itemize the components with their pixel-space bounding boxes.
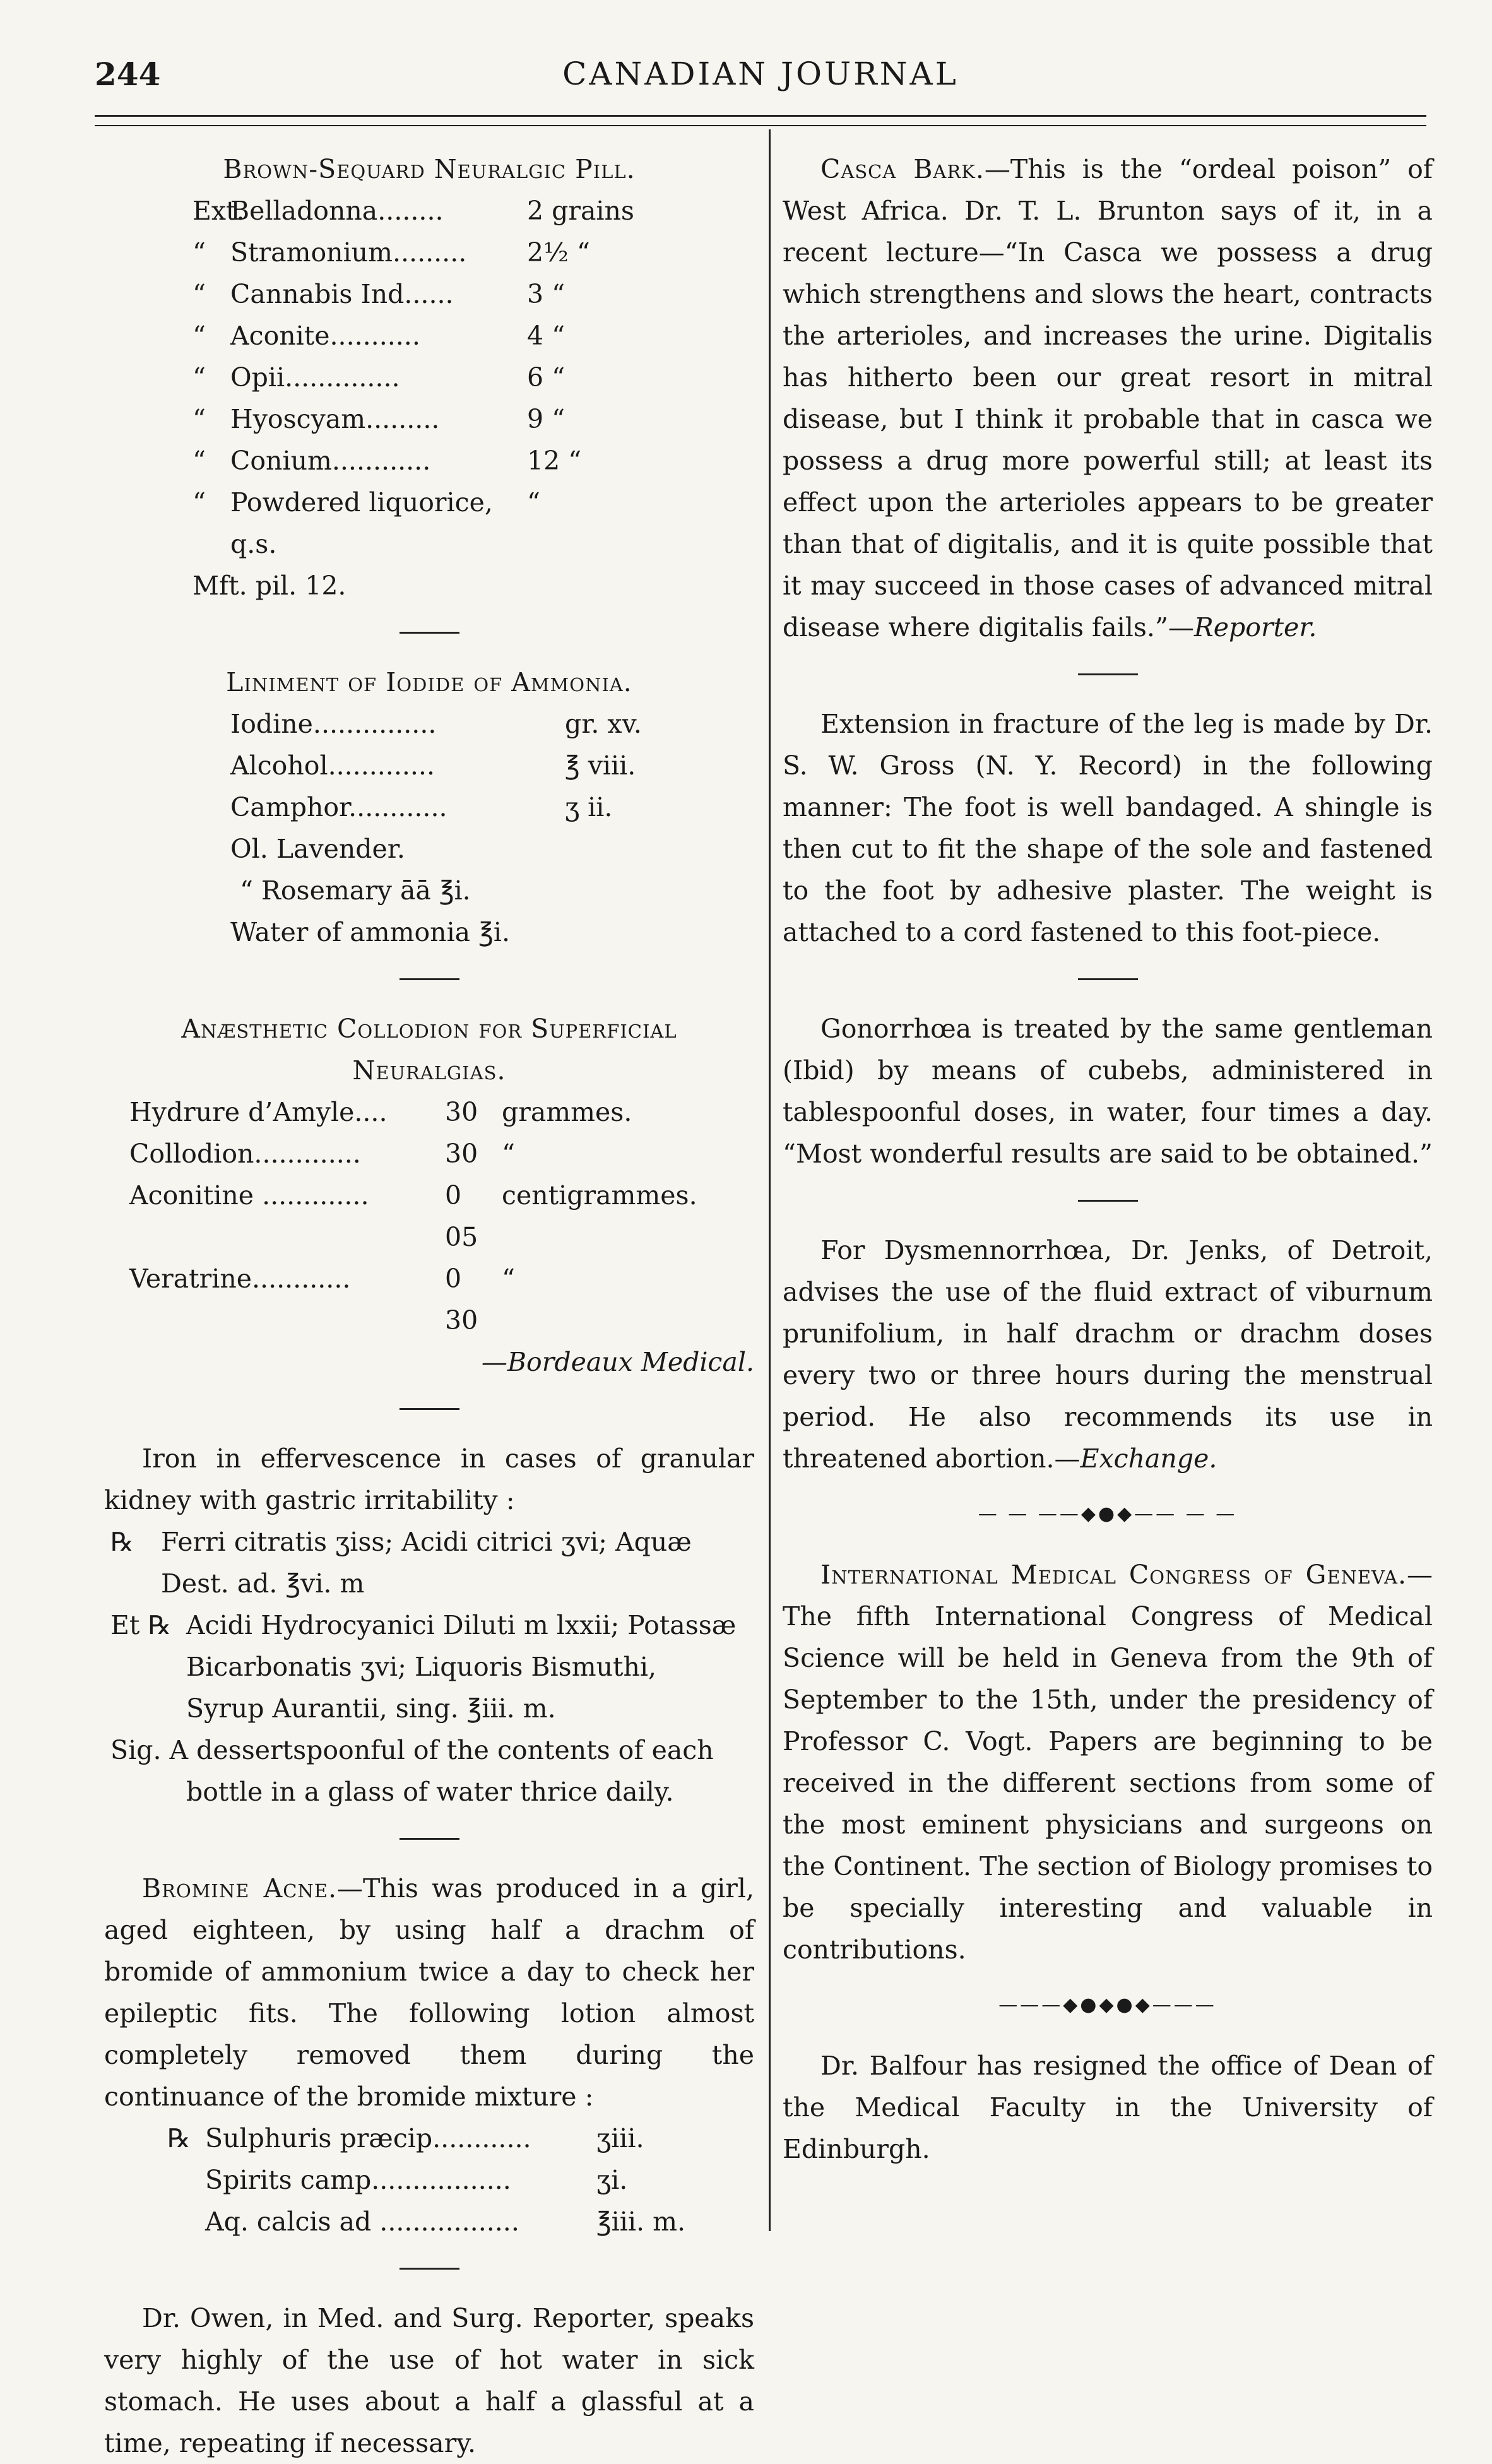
lotion-ingredient: Aq. calcis ad ................. <box>205 2206 519 2237</box>
lotion-ingredient: Spirits camp................. <box>205 2165 511 2195</box>
liniment-ingredient: Camphor............ <box>230 792 447 822</box>
section-separator <box>400 978 459 980</box>
collodion-quantity: 0 30 <box>445 1264 478 1336</box>
gonorrhoea-paragraph: Gonorrhœa is treated by the same gentleman (Ibid) by means of cubebs, administered in tablespoonful doses, in water, four times a day. “Most wonderful results are said to be obtained.” <box>783 1014 1433 1169</box>
pill-mark: “ <box>192 237 206 268</box>
collodion-ingredient: Hydrure d’Amyle.... <box>129 1097 388 1127</box>
pill-quantity: 4 “ <box>527 321 565 351</box>
casca-source: Reporter. <box>1193 612 1317 643</box>
collodion-ingredient: Veratrine............ <box>129 1264 351 1294</box>
pill-formula <box>192 190 754 565</box>
rx-text: Acidi Hydrocyanici Diluti m lxxii; Potassæ Bicarbonatis ʒvi; Liquoris Bismuthi, Syrup Aurantii, sing. ℥iii. m. <box>186 1610 737 1724</box>
collodion-ingredient: Collodion............. <box>129 1139 361 1169</box>
right-column <box>783 148 1433 2170</box>
casca-title: Casca Bark. <box>820 154 985 184</box>
pill-quantity: “ <box>527 487 540 518</box>
dysmenorrhoea-source: Exchange. <box>1080 1443 1217 1474</box>
pill-ingredient: Aconite........... <box>230 321 420 351</box>
running-title: CANADIAN JOURNAL <box>562 56 959 92</box>
pill-ingredient: Opii.............. <box>230 362 400 393</box>
congress-title: International Medical Congress of Geneva. <box>820 1560 1407 1590</box>
congress-paragraph <box>783 1554 1433 1970</box>
extension-paragraph: Extension in fracture of the leg is made by Dr. S. W. Gross (N. Y. Record) in the following manner: The foot is well bandaged. A shingle is then cut to fit the shape of the sole and fastened to the foot by adhesive plaster. The weight is attached to a cord fastened to this foot-piece. <box>783 709 1433 947</box>
dysmenorrhoea-paragraph <box>783 1229 1433 1479</box>
casca-text: —This is the “ordeal poison” of West Africa. Dr. T. L. Brunton says of it, in a recent lecture—“In Casca we possess a drug which strengthens and slows the heart, contracts the arterioles, and increases the urine. Digitalis has hitherto been our great resort in mitral disease, but I think it probable that in casca we possess a drug more powerful still; at least its effect upon the arterioles appears to be greater than that of digitalis, and it is quite possible that it may succeed in those cases of advanced mitral disease where digitalis fails.”— <box>783 154 1433 643</box>
pill-title: Brown-Sequard Neuralgic Pill. <box>223 154 636 184</box>
pill-quantity: 9 “ <box>527 404 565 434</box>
section-separator <box>1078 673 1138 675</box>
header-rule-thick <box>95 115 1426 117</box>
pill-ingredient: Cannabis Ind...... <box>230 279 454 309</box>
iron-prescription-2 <box>110 1604 754 1729</box>
bromine-lotion <box>167 2118 754 2242</box>
section-separator <box>400 1838 459 1840</box>
page-header <box>95 56 1426 106</box>
pill-mark: “ <box>192 279 206 309</box>
iron-intro: Iron in effervescence in cases of granular kidney with gastric irritability : <box>104 1443 754 1515</box>
pill-ingredient: Conium............ <box>230 446 431 476</box>
casca-paragraph <box>783 148 1433 648</box>
liniment-quantity: gr. xv. <box>565 709 642 739</box>
balfour-paragraph: Dr. Balfour has resigned the office of Dean of the Medical Faculty in the University of Edinburgh. <box>783 2051 1433 2164</box>
pill-mark: “ <box>192 321 206 351</box>
lotion-ingredient: Sulphuris præcip............ <box>205 2123 531 2153</box>
rx-symbol: ℞ <box>110 1527 134 1557</box>
pill-quantity: 2 grains <box>527 196 634 226</box>
section-separator <box>400 632 459 634</box>
lotion-quantity: ʒiii. <box>596 2123 644 2153</box>
collodion-attribution: —Bordeaux Medical. <box>481 1347 754 1377</box>
collodion-ingredient: Aconitine ............. <box>129 1180 369 1211</box>
page-number: 244 <box>95 56 161 93</box>
rx-symbol: ℞ <box>167 2123 191 2153</box>
section-separator <box>1078 1200 1138 1202</box>
congress-text: —The fifth International Congress of Medical Science will be held in Geneva from the 9th of September to the 15th, under the presidency of Professor C. Vogt. Papers are beginning to be received in the different sections from some of the most eminent physicians and surgeons on the Continent. The section of Biology promises to be specially interesting and valuable in contributions. <box>783 1560 1433 1965</box>
collodion-unit: “ <box>502 1139 515 1169</box>
pill-ingredient: Hyoscyam......... <box>230 404 440 434</box>
collodion-title: Anæsthetic Collodion for Superficial Neuralgias. <box>181 1014 677 1086</box>
liniment-formula <box>230 703 754 828</box>
rx-text: Ferri citratis ʒiss; Acidi citrici ʒvi; Aquæ Dest. ad. ℥vi. m <box>161 1527 692 1599</box>
section-separator <box>400 1408 459 1410</box>
pill-quantity: 6 “ <box>527 362 565 393</box>
section-separator <box>1078 978 1138 980</box>
bromine-paragraph <box>104 1868 754 2118</box>
collodion-unit: grammes. <box>502 1097 632 1127</box>
collodion-quantity: 0 05 <box>445 1180 478 1252</box>
liniment-line: “ Rosemary āā ℥i. <box>240 875 471 906</box>
bromine-title: Bromine Acne. <box>142 1873 337 1904</box>
liniment-line: Water of ammonia ℥i. <box>230 917 510 947</box>
pill-mark: Ext. <box>192 196 245 226</box>
section-separator <box>400 2268 459 2270</box>
pill-ingredient: Belladonna........ <box>230 196 444 226</box>
pill-mark: “ <box>192 487 206 518</box>
liniment-quantity: ℥ viii. <box>565 750 636 781</box>
liniment-title: Liniment of Iodide of Ammonia. <box>226 667 632 697</box>
pill-mark: “ <box>192 446 206 476</box>
lotion-quantity: ʒi. <box>596 2165 628 2195</box>
pill-ingredient: Stramonium......... <box>230 237 467 268</box>
column-divider <box>769 129 771 2231</box>
liniment-ingredient: Alcohol............. <box>230 750 435 781</box>
dysmenorrhoea-text: For Dysmennorrhœa, Dr. Jenks, of Detroit, advises the use of the fluid extract of viburnum prunifolium, in half drachm or drachm doses every two or three hours during the menstrual period. He also recommends its use in threatened abortion.— <box>783 1235 1433 1474</box>
bromine-text: —This was produced in a girl, aged eighteen, by using half a drachm of bromide of ammonium twice a day to check her epileptic fits. The following lotion almost completely removed them during the continuance of the bromide mixture : <box>104 1873 755 2112</box>
collodion-quantity: 30 <box>445 1097 478 1127</box>
pill-quantity: 12 “ <box>527 446 582 476</box>
rx-symbol: Et ℞ <box>110 1610 172 1640</box>
lotion-quantity: ℥iii. m. <box>596 2206 685 2237</box>
collodion-unit: “ <box>502 1264 515 1294</box>
ornamental-divider: ———◆●◆●◆——— <box>998 1994 1217 2016</box>
pill-quantity: 3 “ <box>527 279 565 309</box>
pill-quantity: 2½ “ <box>527 237 590 268</box>
left-column <box>104 148 754 2464</box>
liniment-quantity: ʒ ii. <box>565 792 613 822</box>
owen-paragraph: Dr. Owen, in Med. and Surg. Reporter, speaks very highly of the use of hot water in sick stomach. He uses about a half a glassful at a time, repeating if necessary. <box>104 2303 754 2458</box>
ornamental-divider: — — ——◆●◆—— — — <box>978 1503 1238 1525</box>
pill-ingredient: Powdered liquorice, q.s. <box>230 487 493 559</box>
iron-prescription-1 <box>110 1521 754 1604</box>
liniment-line: Ol. Lavender. <box>230 834 405 864</box>
collodion-quantity: 30 <box>445 1139 478 1169</box>
pill-mark: “ <box>192 404 206 434</box>
pill-footer: Mft. pil. 12. <box>192 571 346 601</box>
collodion-formula <box>129 1091 754 1341</box>
header-rule-thin <box>95 125 1426 126</box>
pill-mark: “ <box>192 362 206 393</box>
collodion-unit: centigrammes. <box>502 1180 697 1211</box>
iron-signa: Sig. A dessertspoonful of the contents of each bottle in a glass of water thrice daily. <box>110 1735 714 1807</box>
liniment-ingredient: Iodine............... <box>230 709 437 739</box>
